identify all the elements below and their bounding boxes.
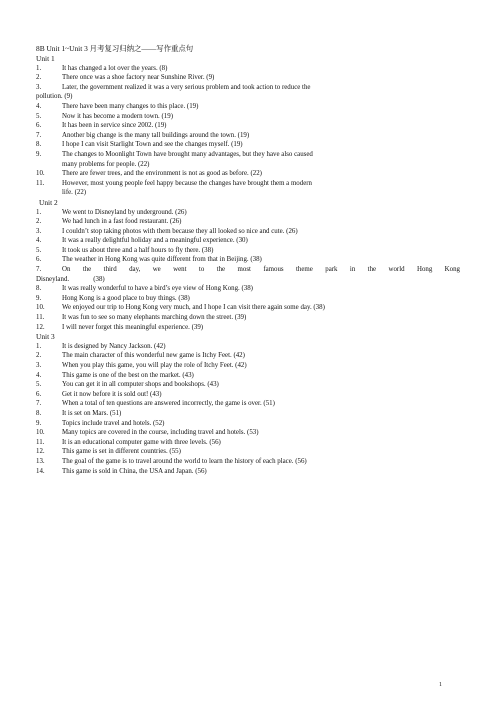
- item-number: 4.: [36, 237, 42, 245]
- item-number: 4.: [36, 371, 42, 379]
- item-text: The main character of this wonderful new game is Itchy Feet. (42): [62, 352, 245, 360]
- item-number: 12.: [36, 448, 45, 456]
- item-number: 2.: [36, 218, 42, 226]
- sentence-item: [36, 457, 460, 467]
- item-number: 3.: [36, 227, 42, 235]
- item-number: 13.: [36, 457, 45, 465]
- item-text: You can get it in all computer shops and bookshops. (43): [62, 381, 219, 389]
- item-text: This game is one of the best on the market. (43): [62, 371, 194, 379]
- item-text: It took us about three and a half hours to fly there. (38): [62, 246, 214, 254]
- item-text: We had lunch in a fast food restaurant. (26): [62, 218, 182, 226]
- item-text: It has been in service since 2002. (19): [62, 122, 167, 130]
- item-number: 11.: [36, 438, 45, 446]
- sentence-item: [36, 390, 460, 400]
- item-text: It is designed by Nancy Jackson. (42): [62, 342, 166, 350]
- sentence-item: [36, 371, 460, 381]
- sentence-item: [36, 313, 460, 323]
- sentence-item: [36, 284, 460, 294]
- item-text: When you play this game, you will play the role of Itchy Feet. (42): [62, 362, 247, 369]
- item-number: 7.: [36, 131, 42, 139]
- item-text: This game is sold in China, the USA and Japan. (56): [62, 467, 207, 475]
- item-text: When a total of ten questions are answered incorrectly, the game is over. (51): [62, 400, 275, 408]
- item-number: 2.: [36, 352, 42, 360]
- item-text: We went to Disneyland by underground. (26): [62, 208, 187, 216]
- item-text: On the third day, we went to the most famous theme park in the world Hong Kong: [62, 266, 460, 274]
- item-text: However, most young people feel happy because the changes have brought them a modern: [62, 179, 313, 187]
- item-text-continuation: Disneyland. (38): [36, 275, 105, 283]
- unit-3-heading: Unit 3: [36, 332, 55, 342]
- sentence-item: [36, 419, 460, 429]
- item-text: I will never forget this meaningful experience. (39): [62, 323, 204, 331]
- item-text: I hope I can visit Starlight Town and see the changes myself. (19): [62, 141, 243, 149]
- sentence-item: [36, 351, 460, 361]
- sentence-item: [36, 121, 460, 131]
- sentence-item: [36, 83, 460, 93]
- sentence-item: [36, 236, 460, 246]
- item-text: Get it now before it is sold out! (43): [62, 390, 162, 398]
- sentence-item: [36, 169, 460, 179]
- item-number: 12.: [36, 323, 45, 331]
- item-text-continuation: life. (22): [62, 189, 87, 197]
- unit-2-list: [36, 208, 460, 333]
- item-number: 1.: [36, 208, 42, 216]
- item-number: 10.: [36, 170, 45, 178]
- item-number: 14.: [36, 467, 45, 475]
- sentence-item: [36, 323, 460, 333]
- item-number: 10.: [36, 304, 45, 312]
- item-number: 3.: [36, 362, 42, 369]
- sentence-item: [36, 467, 460, 477]
- item-number: 4.: [36, 102, 42, 110]
- item-text: The goal of the game is to travel around the world to learn the history of each place. (56): [62, 457, 307, 465]
- item-number: 5.: [36, 381, 42, 389]
- unit-1-heading: Unit 1: [36, 54, 55, 63]
- sentence-item: [36, 361, 460, 371]
- item-text: It is set on Mars. (51): [62, 409, 122, 417]
- sentence-item: [36, 102, 460, 112]
- item-number: 11.: [36, 314, 45, 322]
- sentence-item: [36, 64, 460, 74]
- sentence-item: [36, 112, 460, 122]
- item-number: 8.: [36, 409, 42, 417]
- unit-2-heading: Unit 2: [39, 197, 58, 207]
- item-number: 3.: [36, 83, 42, 91]
- item-number: 8.: [36, 141, 42, 149]
- item-text: There have been many changes to this place. (19): [62, 102, 199, 110]
- item-text: It has changed a lot over the years. (8): [62, 64, 168, 72]
- item-text: It was really wonderful to have a bird’s eye view of Hong Kong. (38): [62, 285, 253, 293]
- page-number: 1: [439, 682, 442, 688]
- sentence-item: [36, 399, 460, 409]
- sentence-item: [36, 150, 460, 160]
- sentence-item: [36, 140, 460, 150]
- sentence-item: [36, 208, 460, 218]
- sentence-item: [36, 380, 460, 390]
- item-number: 1.: [36, 342, 42, 350]
- sentence-item: [36, 294, 460, 304]
- sentence-item: [36, 409, 460, 419]
- item-text: Another big change is the many tall buildings around the town. (19): [62, 131, 250, 139]
- sentence-item: [36, 255, 460, 265]
- sentence-item: [36, 438, 460, 448]
- item-text: Hong Kong is a good place to buy things. (38): [62, 294, 190, 302]
- item-number: 9.: [36, 419, 42, 427]
- sentence-item: [36, 227, 460, 237]
- item-number: 10.: [36, 429, 45, 437]
- item-text: There are fewer trees, and the environment is not as good as before. (22): [62, 170, 262, 178]
- item-text-continuation: pollution. (9): [36, 93, 73, 101]
- item-number: 11.: [36, 179, 45, 187]
- sentence-item: [36, 428, 460, 438]
- item-number: 9.: [36, 150, 42, 158]
- sentence-item: [36, 179, 460, 189]
- item-text: I couldn’t stop taking photos with them because they all looked so nice and cute. (26): [62, 227, 298, 235]
- item-text: The changes to Moonlight Town have brought many advantages, but they have also caused: [62, 150, 313, 158]
- sentence-item: [36, 447, 460, 457]
- item-number: 6.: [36, 122, 42, 130]
- item-text: This game is set in different countries. (55): [62, 448, 181, 456]
- item-number: 7.: [36, 400, 42, 408]
- page-title: 8B Unit 1~Unit 3 月考复习归纳之——写作重点句: [36, 44, 194, 53]
- item-text: Many topics are covered in the course, including travel and hotels. (53): [62, 429, 259, 437]
- sentence-item: [36, 131, 460, 141]
- item-text: Later, the government realized it was a very serious problem and took action to reduce the: [62, 83, 311, 91]
- item-text: It is an educational computer game with three levels. (56): [62, 438, 221, 446]
- item-text: It was fun to see so many elephants marching down the street. (39): [62, 314, 247, 322]
- item-number: 9.: [36, 294, 42, 302]
- item-number: 6.: [36, 256, 42, 264]
- item-number: 6.: [36, 390, 42, 398]
- item-text-continuation: many problems for people. (22): [62, 160, 150, 168]
- item-number: 7.: [36, 266, 42, 274]
- document-page: [36, 44, 460, 476]
- item-text: Topics include travel and hotels. (52): [62, 419, 165, 427]
- item-text: The weather in Hong Kong was quite different from that in Beijing. (38): [62, 256, 262, 264]
- sentence-item: [36, 217, 460, 227]
- unit-1-list: [36, 64, 460, 198]
- sentence-item: [36, 73, 460, 83]
- item-text: We enjoyed our trip to Hong Kong very much, and I hope I can visit there again some day. (38): [62, 304, 325, 312]
- sentence-item: [36, 342, 460, 352]
- sentence-item: [36, 246, 460, 256]
- item-number: 5.: [36, 246, 42, 254]
- item-text: There once was a shoe factory near Sunshine River. (9): [62, 74, 215, 82]
- sentence-item: [36, 265, 460, 275]
- item-number: 2.: [36, 74, 42, 82]
- unit-3-list: [36, 342, 460, 476]
- item-number: 1.: [36, 64, 42, 72]
- sentence-item: [36, 303, 460, 313]
- item-number: 5.: [36, 112, 42, 120]
- item-text: It was a really delightful holiday and a meaningful experience. (30): [62, 237, 248, 245]
- item-text: Now it has become a modern town. (19): [62, 112, 173, 120]
- item-number: 8.: [36, 285, 42, 293]
